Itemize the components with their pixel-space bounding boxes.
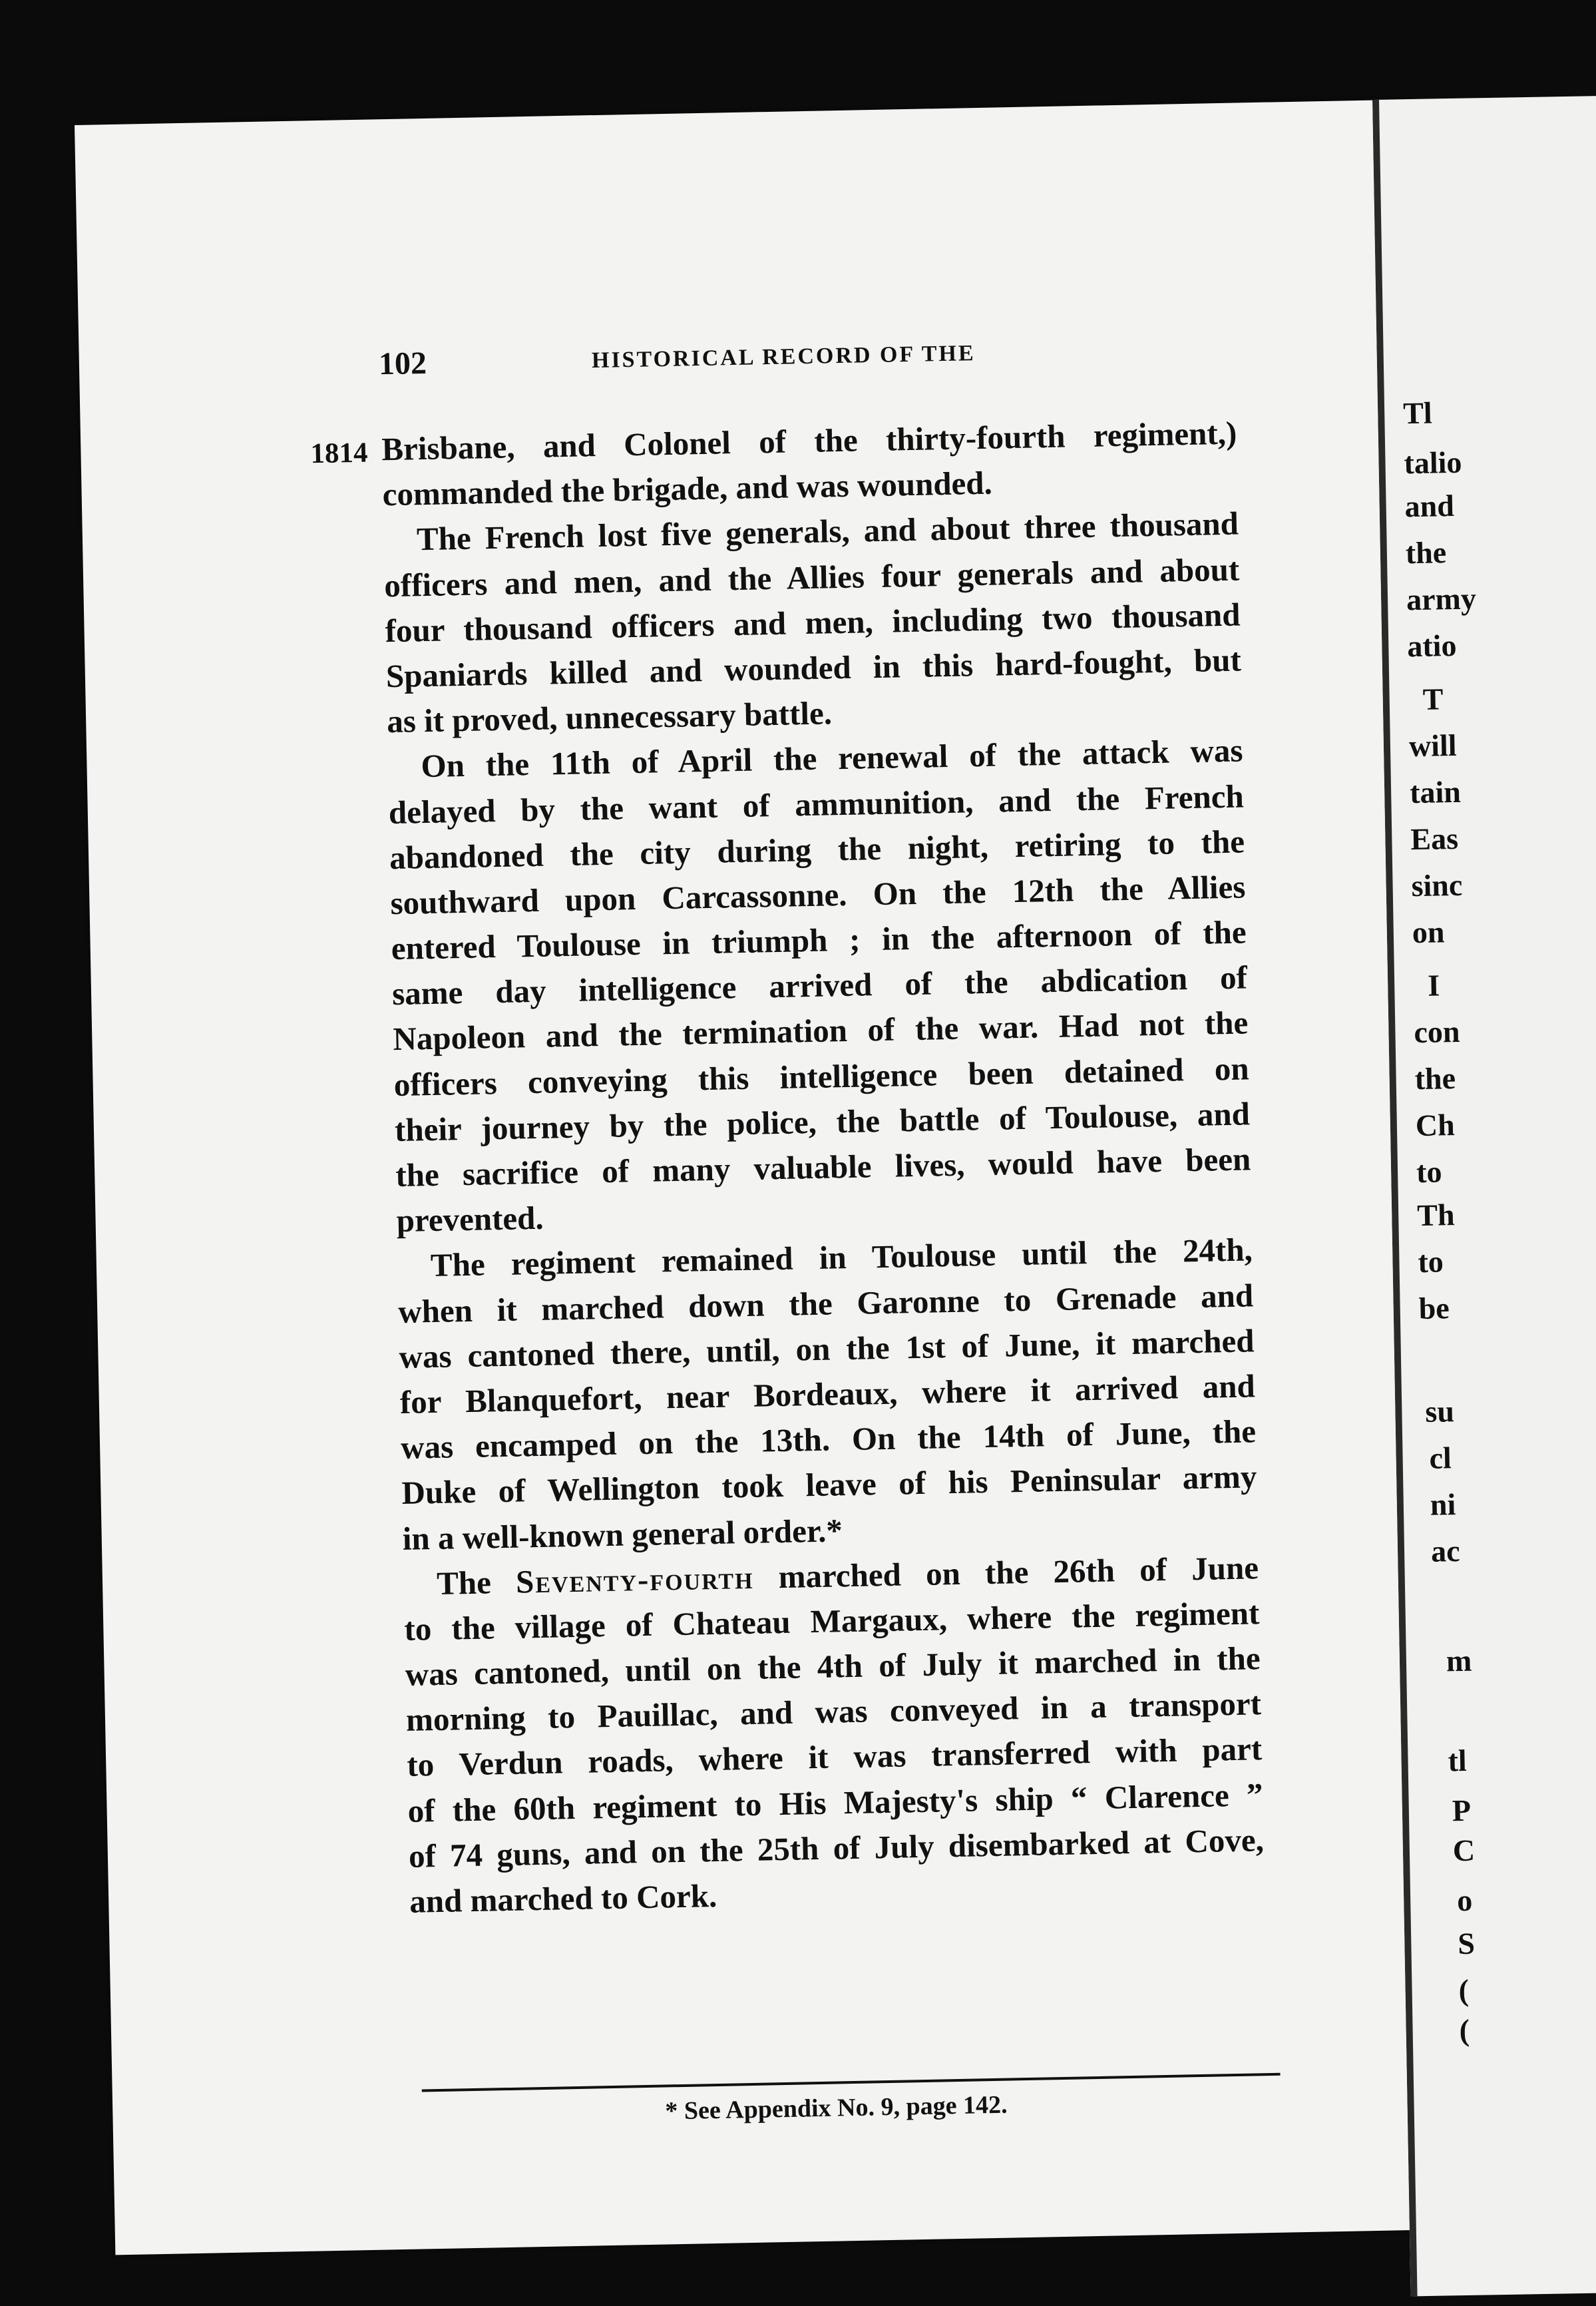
facing-page-fragment: S bbox=[1457, 1926, 1476, 1961]
footnote: * See Appendix No. 9, page 142. bbox=[665, 2090, 1008, 2126]
text-line: and marched to Cork. bbox=[409, 1877, 717, 1920]
facing-page-fragment: and bbox=[1404, 488, 1455, 524]
footnote-rule bbox=[422, 2073, 1281, 2092]
facing-page-fragment: on bbox=[1412, 915, 1445, 950]
text-line: delayed by the want of ammunition, and the French bbox=[388, 777, 1245, 831]
facing-page-fragment: I bbox=[1427, 968, 1440, 1003]
margin-year: 1814 bbox=[310, 437, 368, 470]
paragraph bbox=[387, 728, 1252, 1244]
facing-page-fragment: the bbox=[1405, 535, 1447, 571]
facing-page bbox=[1372, 95, 1596, 2297]
text-line: of 74 guns, and on the 25th of July disembarked at Cove, bbox=[408, 1821, 1265, 1875]
text-line: abandoned the city during the night, retiring to the bbox=[389, 823, 1245, 876]
facing-page-fragment: con bbox=[1414, 1014, 1460, 1050]
text-line: was cantoned, until on the 4th of July it marched in the bbox=[405, 1640, 1261, 1693]
facing-page-fragment: talio bbox=[1404, 445, 1462, 481]
facing-page-fragment: atio bbox=[1406, 628, 1457, 664]
text-line: Napoleon and the termination of the war. Had not the bbox=[392, 1004, 1249, 1058]
facing-page-fragment: o bbox=[1456, 1883, 1473, 1918]
body-text bbox=[381, 411, 1265, 1925]
facing-page-fragment: be bbox=[1418, 1291, 1450, 1326]
facing-page-fragment: ( bbox=[1459, 2012, 1470, 2048]
text-line: Brisbane, and Colonel of the thirty-fourth regiment,) bbox=[381, 414, 1237, 468]
text-line: The French lost five generals, and about three thousand bbox=[416, 505, 1239, 558]
facing-page-fragment: ( bbox=[1458, 1972, 1470, 2008]
facing-page-fragment: tain bbox=[1409, 774, 1462, 810]
regiment-name-smallcaps: Seventy-fourth bbox=[515, 1558, 754, 1600]
paragraph bbox=[381, 411, 1238, 518]
facing-page-fragment: will bbox=[1408, 728, 1457, 764]
facing-page-fragment: P bbox=[1452, 1793, 1472, 1828]
facing-page-fragment: to bbox=[1418, 1244, 1444, 1279]
text-span: marched on the 26th of June bbox=[753, 1548, 1259, 1596]
page-number: 102 bbox=[378, 345, 427, 382]
book-page bbox=[75, 100, 1445, 2255]
text-line: was cantoned there, until, on the 1st of June, it marched bbox=[399, 1322, 1255, 1375]
text-line: Duke of Wellington took leave of his Peninsular army bbox=[401, 1458, 1257, 1512]
text-line: southward upon Carcassonne. On the 12th the Allies bbox=[389, 868, 1246, 921]
facing-page-fragment: Tl bbox=[1402, 395, 1433, 431]
text-line: prevented. bbox=[396, 1199, 544, 1240]
paragraph bbox=[403, 1545, 1265, 1925]
text-line: was encamped on the 13th. On the 14th of June, the bbox=[400, 1413, 1257, 1467]
text-line: when it marched down the Garonne to Grenade and bbox=[397, 1276, 1254, 1330]
facing-page-fragment: m bbox=[1446, 1643, 1472, 1678]
text-line: for Blanquefort, near Bordeaux, where it arrived and bbox=[399, 1367, 1256, 1421]
text-line: morning to Pauillac, and was conveyed in a transport bbox=[405, 1685, 1262, 1739]
facing-page-fragment: Eas bbox=[1410, 821, 1459, 857]
facing-page-fragment: su bbox=[1424, 1394, 1455, 1429]
facing-page-fragment: the bbox=[1414, 1061, 1456, 1096]
facing-page-fragment: cl bbox=[1429, 1441, 1452, 1475]
facing-page-fragment: ac bbox=[1430, 1534, 1460, 1568]
text-line: Spaniards killed and wounded in this hard-fought, but bbox=[385, 641, 1242, 695]
paragraph bbox=[397, 1228, 1258, 1562]
text-line: commanded the brigade, and was wounded. bbox=[382, 464, 993, 513]
facing-page-fragment: army bbox=[1406, 581, 1477, 617]
text-line: to Verdun roads, where it was transferred with part bbox=[406, 1730, 1263, 1784]
text-line: as it proved, unnecessary battle. bbox=[386, 694, 833, 740]
text-line: same day intelligence arrived of the abdication of bbox=[391, 959, 1248, 1013]
text-line: their journey by the police, the battle of Toulouse, and bbox=[394, 1095, 1251, 1148]
facing-page-fragment: Ch bbox=[1415, 1108, 1456, 1143]
facing-page-fragment: Th bbox=[1416, 1198, 1455, 1233]
facing-page-fragment: sinc bbox=[1411, 867, 1463, 903]
facing-page-fragment: ni bbox=[1430, 1487, 1456, 1522]
text-line: officers conveying this intelligence been detained on bbox=[393, 1050, 1250, 1103]
text-line: four thousand officers and men, including two thousand bbox=[385, 596, 1241, 649]
facing-page-fragment: tl bbox=[1448, 1743, 1468, 1778]
paragraph bbox=[383, 501, 1242, 745]
text-line: The regiment remained in Toulouse until the 24th, bbox=[430, 1231, 1253, 1284]
facing-page-fragment: C bbox=[1452, 1833, 1476, 1868]
text-line: On the 11th of April the renewal of the attack was bbox=[421, 732, 1243, 785]
text-line: in a well-known general order.* bbox=[402, 1511, 843, 1557]
text-line: of the 60th regiment to His Majesty's ship “ Clarence ” bbox=[407, 1775, 1263, 1829]
text-line: officers and men, and the Allies four generals and about bbox=[383, 551, 1240, 604]
facing-page-fragment: T bbox=[1422, 682, 1444, 716]
text-span: The bbox=[436, 1563, 516, 1602]
text-line: to the village of Chateau Margaux, where the regiment bbox=[403, 1594, 1260, 1648]
facing-page-fragment: to bbox=[1416, 1154, 1442, 1190]
running-head: HISTORICAL RECORD OF THE bbox=[591, 341, 976, 373]
text-line: entered Toulouse in triumph ; in the afternoon of the bbox=[391, 913, 1247, 967]
text-line: the sacrifice of many valuable lives, would have been bbox=[395, 1140, 1251, 1194]
